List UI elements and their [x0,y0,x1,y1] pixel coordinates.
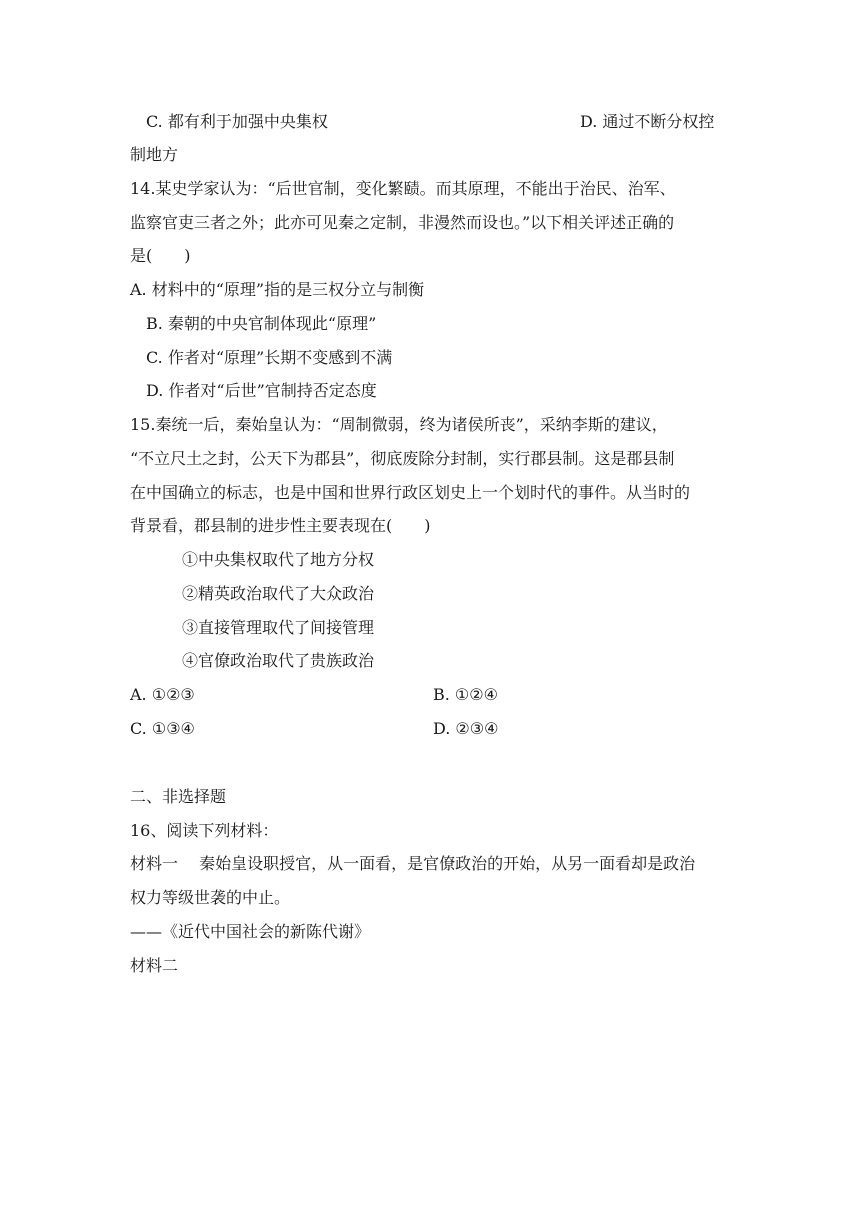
q16-material1-line2: 权力等级世袭的中止。 [130,888,291,907]
q15-statement-2: ②精英政治取代了大众政治 [182,584,375,603]
q13-option-d-continuation: 制地方 [130,145,179,164]
q16-material1-line1: 材料一 秦始皇设职授官，从一面看，是官僚政治的开始，从另一面看却是政治 [130,854,696,873]
q15-option-b: B. ①②④ [433,685,498,704]
q15-statement-3: ③直接管理取代了间接管理 [182,618,375,637]
q15-statement-4: ④官僚政治取代了贵族政治 [182,651,375,670]
q15-stem-line4: 背景看，郡县制的进步性主要表现在( ) [130,516,431,535]
section-heading-non-choice: 二、非选择题 [130,787,227,806]
q15-option-d: D. ②③④ [433,719,499,738]
q16-material2-label: 材料二 [130,956,179,975]
q14-stem-line2: 监察官吏三者之外；此亦可见秦之定制，非漫然而设也。”以下相关评述正确的 [130,213,675,232]
q16-material1-source: ——《近代中国社会的新陈代谢》 [130,922,371,941]
q15-statement-1: ①中央集权取代了地方分权 [182,550,375,569]
q15-stem-line3: 在中国确立的标志，也是中国和世界行政区划史上一个划时代的事件。从当时的 [130,483,691,502]
q15-stem-line1: 15.秦统一后，秦始皇认为：“周制微弱，终为诸侯所丧”，采纳李斯的建议， [130,415,668,434]
q13-option-c: C. 都有利于加强中央集权 [146,112,328,131]
q13-option-d: D. 通过不断分权控 [580,112,715,131]
q14-option-a: A. 材料中的“原理”指的是三权分立与制衡 [130,280,425,299]
q14-option-c: C. 作者对“原理”长期不变感到不满 [146,348,393,367]
q14-option-b: B. 秦朝的中央官制体现此“原理” [146,314,377,333]
q16-stem: 16、阅读下列材料： [130,821,279,840]
q14-option-d: D. 作者对“后世”官制持否定态度 [146,381,377,400]
q15-stem-line2: “不立尺土之封，公天下为郡县”，彻底废除分封制，实行郡县制。这是郡县制 [130,449,675,468]
q15-option-a: A. ①②③ [130,685,195,704]
q15-option-c: C. ①③④ [130,719,195,738]
q14-stem-line3: 是( ) [130,246,191,265]
q14-stem-line1: 14.某史学家认为：“后世官制，变化繁赜。而其原理，不能出于治民、治军、 [130,179,676,198]
